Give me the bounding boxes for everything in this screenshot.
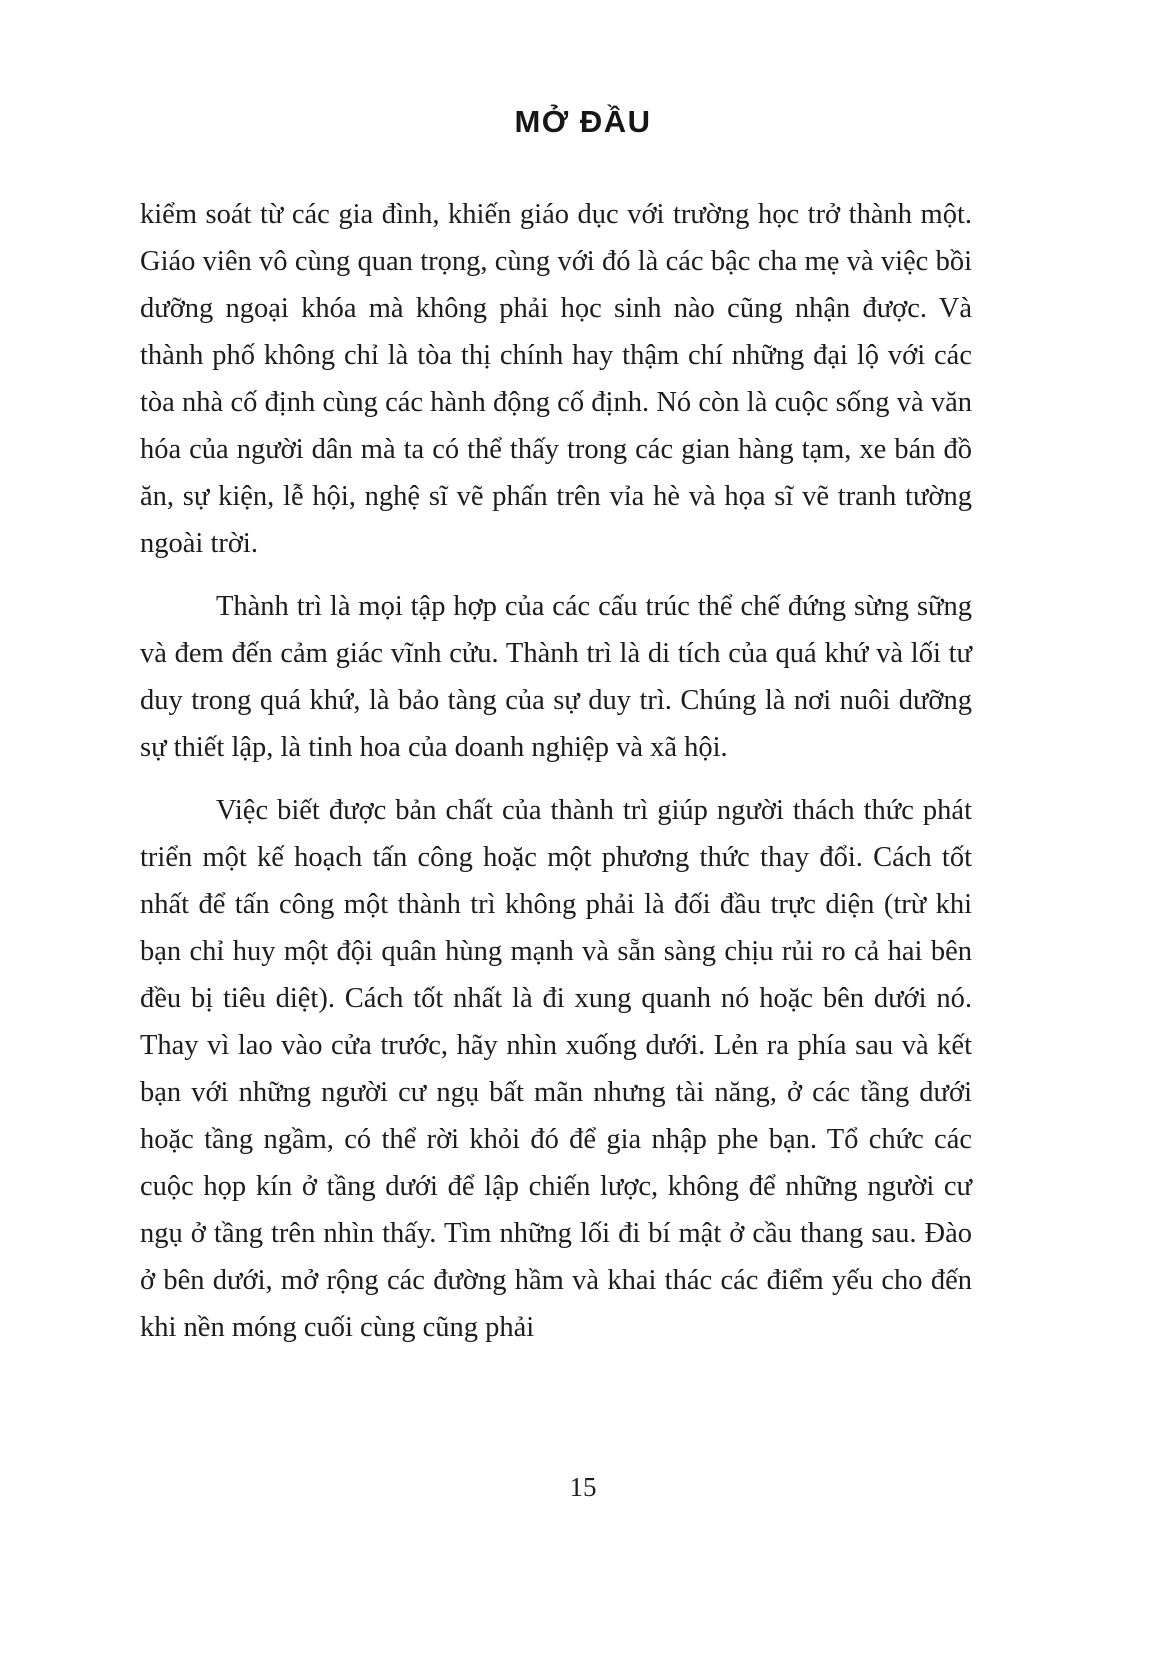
chapter-header: MỞ ĐẦU [514, 104, 652, 139]
body-text [140, 191, 972, 1367]
paragraph-1: kiểm soát từ các gia đình, khiến giáo dục với trường học trở thành một. Giáo viên vô cùng quan trọng, cùng với đó là các bậc cha mẹ và việc bồi dưỡng ngoại khóa mà không phải học sinh nào cũng nhận được. Và thành phố không chỉ là tòa thị chính hay thậm chí những đại lộ với các tòa nhà cố định cùng các hành động cố định. Nó còn là cuộc sống và văn hóa của người dân mà ta có thể thấy trong các gian hàng tạm, xe bán đồ ăn, sự kiện, lễ hội, nghệ sĩ vẽ phấn trên vỉa hè và họa sĩ vẽ tranh tường ngoài trời. [140, 199, 972, 559]
paragraph-2: Thành trì là mọi tập hợp của các cấu trúc thể chế đứng sừng sững và đem đến cảm giác vĩnh cửu. Thành trì là di tích của quá khứ và lối tư duy trong quá khứ, là bảo tàng của sự duy trì. Chúng là nơi nuôi dưỡng sự thiết lập, là tinh hoa của doanh nghiệp và xã hội. [140, 591, 972, 763]
paragraph-3: Việc biết được bản chất của thành trì giúp người thách thức phát triển một kế hoạch tấn công hoặc một phương thức thay đổi. Cách tốt nhất để tấn công một thành trì không phải là đối đầu trực diện (trừ khi bạn chỉ huy một đội quân hùng mạnh và sẵn sàng chịu rủi ro cả hai bên đều bị tiêu diệt). Cách tốt nhất là đi xung quanh nó hoặc bên dưới nó. Thay vì lao vào cửa trước, hãy nhìn xuống dưới. Lẻn ra phía sau và kết bạn với những người cư ngụ bất mãn nhưng tài năng, ở các tầng dưới hoặc tầng ngầm, có thể rời khỏi đó để gia nhập phe bạn. Tổ chức các cuộc họp kín ở tầng dưới để lập chiến lược, không để những người cư ngụ ở tầng trên nhìn thấy. Tìm những lối đi bí mật ở cầu thang sau. Đào ở bên dưới, mở rộng các đường hầm và khai thác các điểm yếu cho đến khi nền móng cuối cùng cũng phải [140, 795, 972, 1343]
page-number: 15 [569, 1472, 597, 1502]
